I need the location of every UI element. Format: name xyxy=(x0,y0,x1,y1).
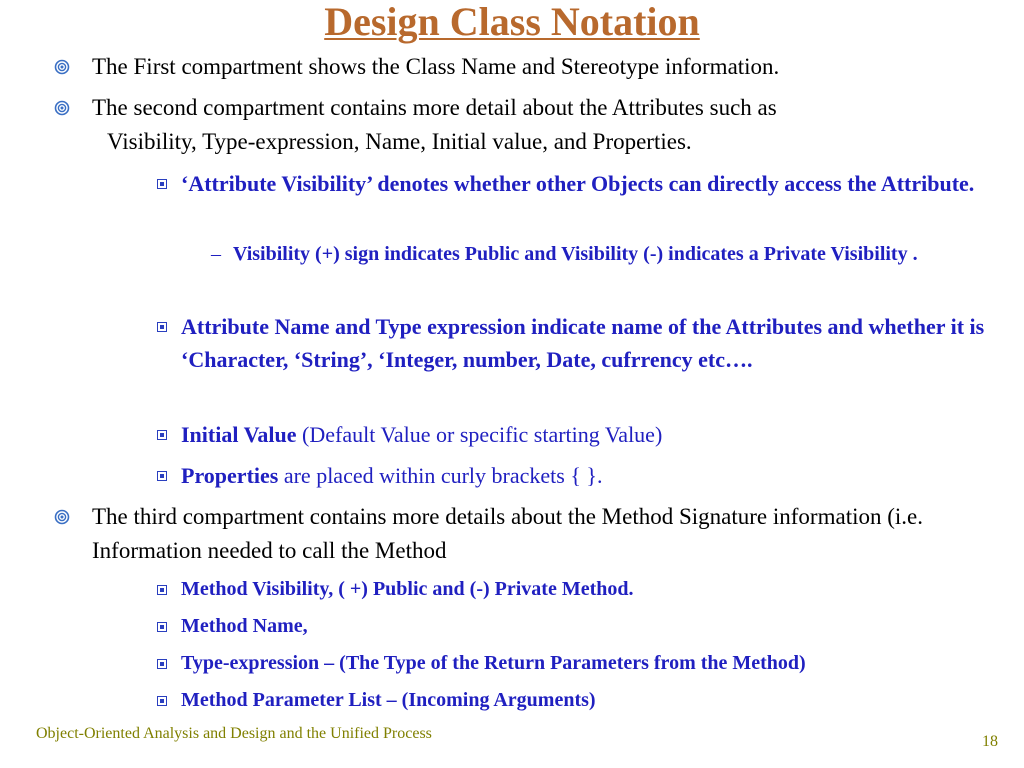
bullet-first-compartment xyxy=(92,50,992,84)
page-number: 18 xyxy=(982,733,998,750)
bullet-text-line2: Visibility, Type-expression, Name, Initial value, and Properties. xyxy=(107,129,692,154)
subbullet-method-visibility xyxy=(181,573,1001,605)
subbullet-bold-text: Initial Value xyxy=(181,422,297,447)
bullet-text-line1: The second compartment contains more detail about the Attributes such as xyxy=(92,95,777,120)
subbullet-attribute-name-type xyxy=(181,310,1017,376)
boxed-square-icon xyxy=(157,696,167,706)
bullet-text: The third compartment contains more details about the Method Signature information (i.e. Information needed to call the Method xyxy=(92,504,923,563)
subbullet-text: Type-expression – (The Type of the Return Parameters from the Method) xyxy=(181,652,806,674)
subbullet-bold-text: Properties xyxy=(181,463,279,488)
subbullet-rest-text: are placed within curly brackets { }. xyxy=(278,463,603,488)
subsubbullet-visibility-signs xyxy=(211,239,1003,270)
bullet-text: The First compartment shows the Class Name and Stereotype information. xyxy=(92,54,780,79)
subbullet-text: Method Name, xyxy=(181,615,308,637)
slide-title: Design Class Notation xyxy=(324,0,700,44)
subbullet-rest-text: (Default Value or specific starting Value) xyxy=(296,422,663,447)
boxed-square-icon xyxy=(157,585,167,595)
concentric-circle-icon xyxy=(54,100,70,116)
bullet-third-compartment xyxy=(92,500,952,568)
dash-icon: – xyxy=(211,243,221,265)
boxed-square-icon xyxy=(157,471,167,481)
subbullet-method-name xyxy=(181,610,1001,642)
subbullet-text: Method Parameter List – (Incoming Arguments) xyxy=(181,689,596,711)
subbullet-type-expression xyxy=(181,647,1011,679)
subbullet-initial-value xyxy=(181,418,981,451)
subbullet-properties xyxy=(181,459,981,492)
footer-text: Object-Oriented Analysis and Design and the Unified Process xyxy=(36,725,432,742)
subbullet-text: Method Visibility, ( +) Public and (-) Private Method. xyxy=(181,578,634,600)
subbullet-text: ‘Attribute Visibility’ denotes whether other Objects can directly access the Attribute. xyxy=(181,171,975,196)
boxed-square-icon xyxy=(157,322,167,332)
subbullet-attribute-visibility xyxy=(181,167,981,200)
subsubbullet-text: Visibility (+) sign indicates Public and Visibility (-) indicates a Private Visibility . xyxy=(233,243,918,265)
concentric-circle-icon xyxy=(54,59,70,75)
boxed-square-icon xyxy=(157,622,167,632)
boxed-square-icon xyxy=(157,179,167,189)
subbullet-method-parameter-list xyxy=(181,684,1001,716)
boxed-square-icon xyxy=(157,659,167,669)
bullet-second-compartment xyxy=(92,91,992,159)
concentric-circle-icon xyxy=(54,509,70,525)
boxed-square-icon xyxy=(157,430,167,440)
subbullet-text: Attribute Name and Type expression indicate name of the Attributes and whether it is ‘Character, ‘String’, ‘Integer, number, Date, cufrrency etc…. xyxy=(181,314,985,372)
